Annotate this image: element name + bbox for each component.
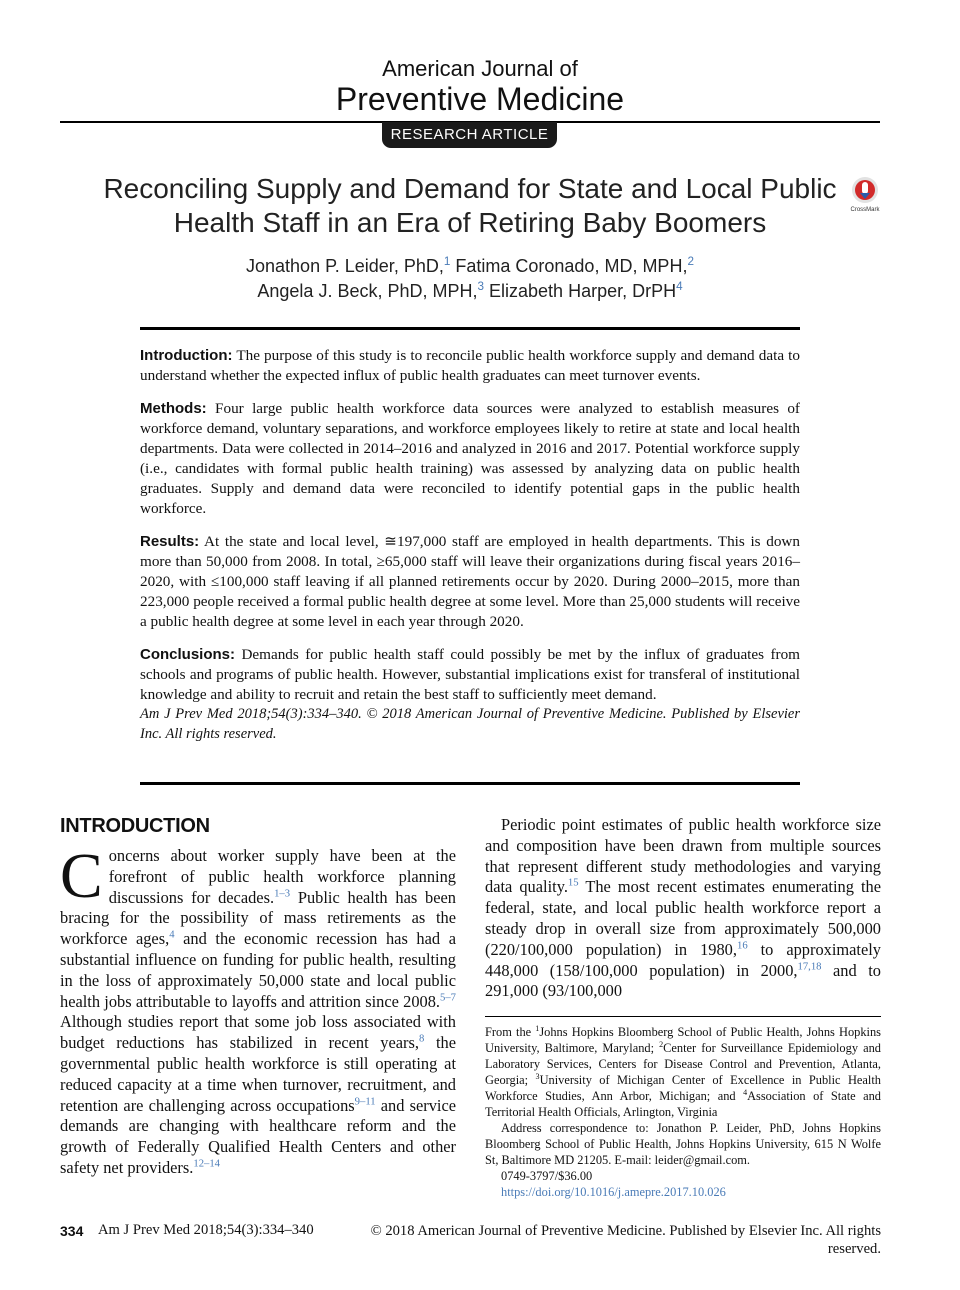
journal-header — [0, 56, 960, 116]
author-name: Fatima Coronado, MD, MPH, — [455, 256, 688, 276]
footer-citation: Am J Prev Med 2018;54(3):334–340 — [98, 1222, 314, 1238]
footer-copyright: © 2018 American Journal of Preventive Medicine. Published by Elsevier Inc. All rights reserved. — [370, 1223, 881, 1257]
body-text: Although studies report that some job loss associated with budget reductions has stabilized in recent years, — [60, 1012, 456, 1053]
abstract-citation: Am J Prev Med 2018;54(3):334–340. © 2018 American Journal of Preventive Medicine. Published by Elsevier Inc. All rights reserved. — [140, 706, 800, 742]
body-text: and service demands are changing with healthcare reform and the growth of Federally Qualified Health Centers and other safety net providers. — [60, 1095, 456, 1177]
author-name: Jonathon P. Leider, PhD, — [246, 256, 444, 276]
author-name: Elizabeth Harper, DrPH — [489, 281, 677, 301]
abstract-heading: Conclusions: — [140, 646, 236, 663]
abstract-results — [140, 532, 800, 632]
reference-link[interactable]: 4 — [169, 929, 175, 941]
affiliation-text: Association of State and Territorial Health Officials, Arlington, Virginia — [485, 1089, 881, 1119]
affiliation-number: 3 — [535, 1071, 540, 1081]
reference-link[interactable]: 8 — [418, 1033, 425, 1045]
author-list — [100, 254, 840, 304]
abstract-text: Demands for public health staff could possibly be met by the influx of graduates from schools and programs of public health. However, substantial implications exist for transferal of institutional knowledge and ability to recruit and retain the best staff to sufficiently meet demand. — [140, 646, 800, 703]
article-type-badge: RESEARCH ARTICLE — [382, 122, 557, 148]
page-number: 334 — [60, 1223, 84, 1239]
body-text: Periodic point estimates of public health workforce size and composition have been drawn from multiple sources that represent different study methodologies and varying data quality. — [485, 815, 881, 897]
body-text: Public health has been bracing for the possibility of mass retirements as the workforce ages, — [60, 887, 456, 949]
abstract-bottom-rule — [140, 782, 800, 785]
affiliations — [485, 1024, 881, 1120]
body-text: the governmental public health workforce is still operating at reduced capacity at a time when turnover, recruitment, and retention are challenging across occupations — [60, 1033, 456, 1115]
journal-name-line1: American Journal of — [382, 56, 578, 81]
reference-link[interactable]: 5–7 — [440, 992, 456, 1004]
drop-cap: C — [60, 840, 103, 911]
abstract-heading: Methods: — [140, 400, 207, 417]
affiliation-ref[interactable]: 1 — [443, 255, 451, 268]
affiliation-ref[interactable]: 3 — [477, 280, 484, 293]
section-heading-introduction: INTRODUCTION — [60, 815, 210, 837]
body-text: The most recent estimates enumerating the federal, state, and local public health workforce report a steady drop in overall size from approximately 500,000 (220/100,000 population) in 1980, — [485, 877, 881, 959]
affiliations-prefix: From the — [485, 1025, 536, 1039]
affiliation-number: 1 — [535, 1023, 540, 1033]
body-text: and the economic recession has had a substantial influence on funding for public health, resulting in the loss of approximately 50,000 state and local public health jobs attributable to layoffs and attrition since 2008. — [60, 929, 456, 1011]
affiliation-text: University of Michigan Center of Excellence in Public Health Workforce Studies, Ann Arbor, Michigan; and — [485, 1073, 881, 1103]
author-line-2 — [100, 279, 840, 304]
affiliation-number: 2 — [659, 1039, 664, 1049]
affiliations-rule — [485, 1016, 881, 1017]
issn-price: 0749-3797/$36.00 — [501, 1169, 593, 1183]
abstract-heading: Introduction: — [140, 347, 233, 364]
reference-link[interactable]: 12–14 — [193, 1158, 220, 1170]
body-text: to approximately 448,000 (158/100,000 population) in 2000, — [485, 939, 881, 980]
crossmark-icon[interactable] — [848, 176, 882, 216]
abstract-top-rule — [140, 327, 800, 330]
affiliation-number: 4 — [743, 1087, 748, 1097]
body-text: oncerns about worker supply have been at the forefront of public health workforce planning discussions for decades. — [108, 846, 456, 907]
article-title: Reconciling Supply and Demand for State and Local Public Health Staff in an Era of Retiring Baby Boomers — [103, 173, 837, 238]
doi-link[interactable]: https://doi.org/10.1016/j.amepre.2017.10.026 — [501, 1185, 726, 1199]
affiliations-footnote — [485, 1024, 881, 1200]
abstract-text: The purpose of this study is to reconcile public health workforce supply and demand data to understand whether the expected influx of public health graduates can meet turnover events. — [140, 347, 800, 384]
abstract-heading: Results: — [140, 533, 200, 550]
reference-link[interactable]: 9–11 — [354, 1096, 376, 1108]
body-column-left — [60, 840, 456, 1179]
author-name: Angela J. Beck, PhD, MPH, — [257, 281, 478, 301]
crossmark-label: CrossMark — [850, 207, 880, 213]
abstract-conclusions — [140, 645, 800, 705]
affiliation-ref[interactable]: 2 — [687, 255, 694, 268]
author-line-1 — [100, 254, 840, 279]
body-column-right — [485, 815, 881, 1002]
abstract — [140, 346, 800, 759]
abstract-text: Four large public health workforce data sources were analyzed to establish measures of workforce demand, voluntary separations, and workforce employees likely to retire at state and local health departments. Data were collected in 2014–2016 and analyzed in 2016 and 2017. Potential workforce supply (i.e., candidates with formal public health training) was assessed by analyzing data on public health graduates. Supply and demand data were reconciled to identify potential gaps in the public health workforce. — [140, 400, 800, 517]
reference-link[interactable]: 1–3 — [274, 888, 291, 900]
abstract-methods — [140, 399, 800, 519]
abstract-introduction — [140, 346, 800, 386]
affiliation-ref[interactable]: 4 — [676, 280, 683, 293]
correspondence-address: Address correspondence to: Jonathon P. Leider, PhD, Johns Hopkins Bloomberg School of Public Health, Johns Hopkins University, 615 N Wolfe St, Baltimore MD 21205. E-mail: leider@gmail.com. — [485, 1121, 881, 1167]
affiliation-text: Johns Hopkins Bloomberg School of Public Health, Johns Hopkins University, Baltimore, Maryland; — [485, 1025, 881, 1055]
journal-name-line2: Preventive Medicine — [335, 81, 625, 117]
doi-link-row — [485, 1184, 881, 1200]
reference-link[interactable]: 17,18 — [797, 961, 822, 973]
reference-link[interactable]: 16 — [736, 940, 748, 952]
abstract-text: At the state and local level, ≅197,000 staff are employed in health departments. This is down more than 50,000 from 2008. In total, ≥65,000 staff will leave their organizations during fiscal years 2016–2020, with ≤100,000 staff leaving if all planned retirements occur by 2020. During 2000–2015, more than 223,000 people received a formal public health degree at some level. More than 25,000 students will receive a public health degree at some level in each year through 2020. — [140, 533, 800, 630]
affiliation-text: Center for Surveillance Epidemiology and Laboratory Services, Centers for Disease Control and Prevention, Atlanta, Georgia; — [485, 1041, 881, 1087]
reference-link[interactable]: 15 — [567, 877, 579, 889]
body-text: and to 291,000 (93/100,000 — [485, 960, 881, 1001]
